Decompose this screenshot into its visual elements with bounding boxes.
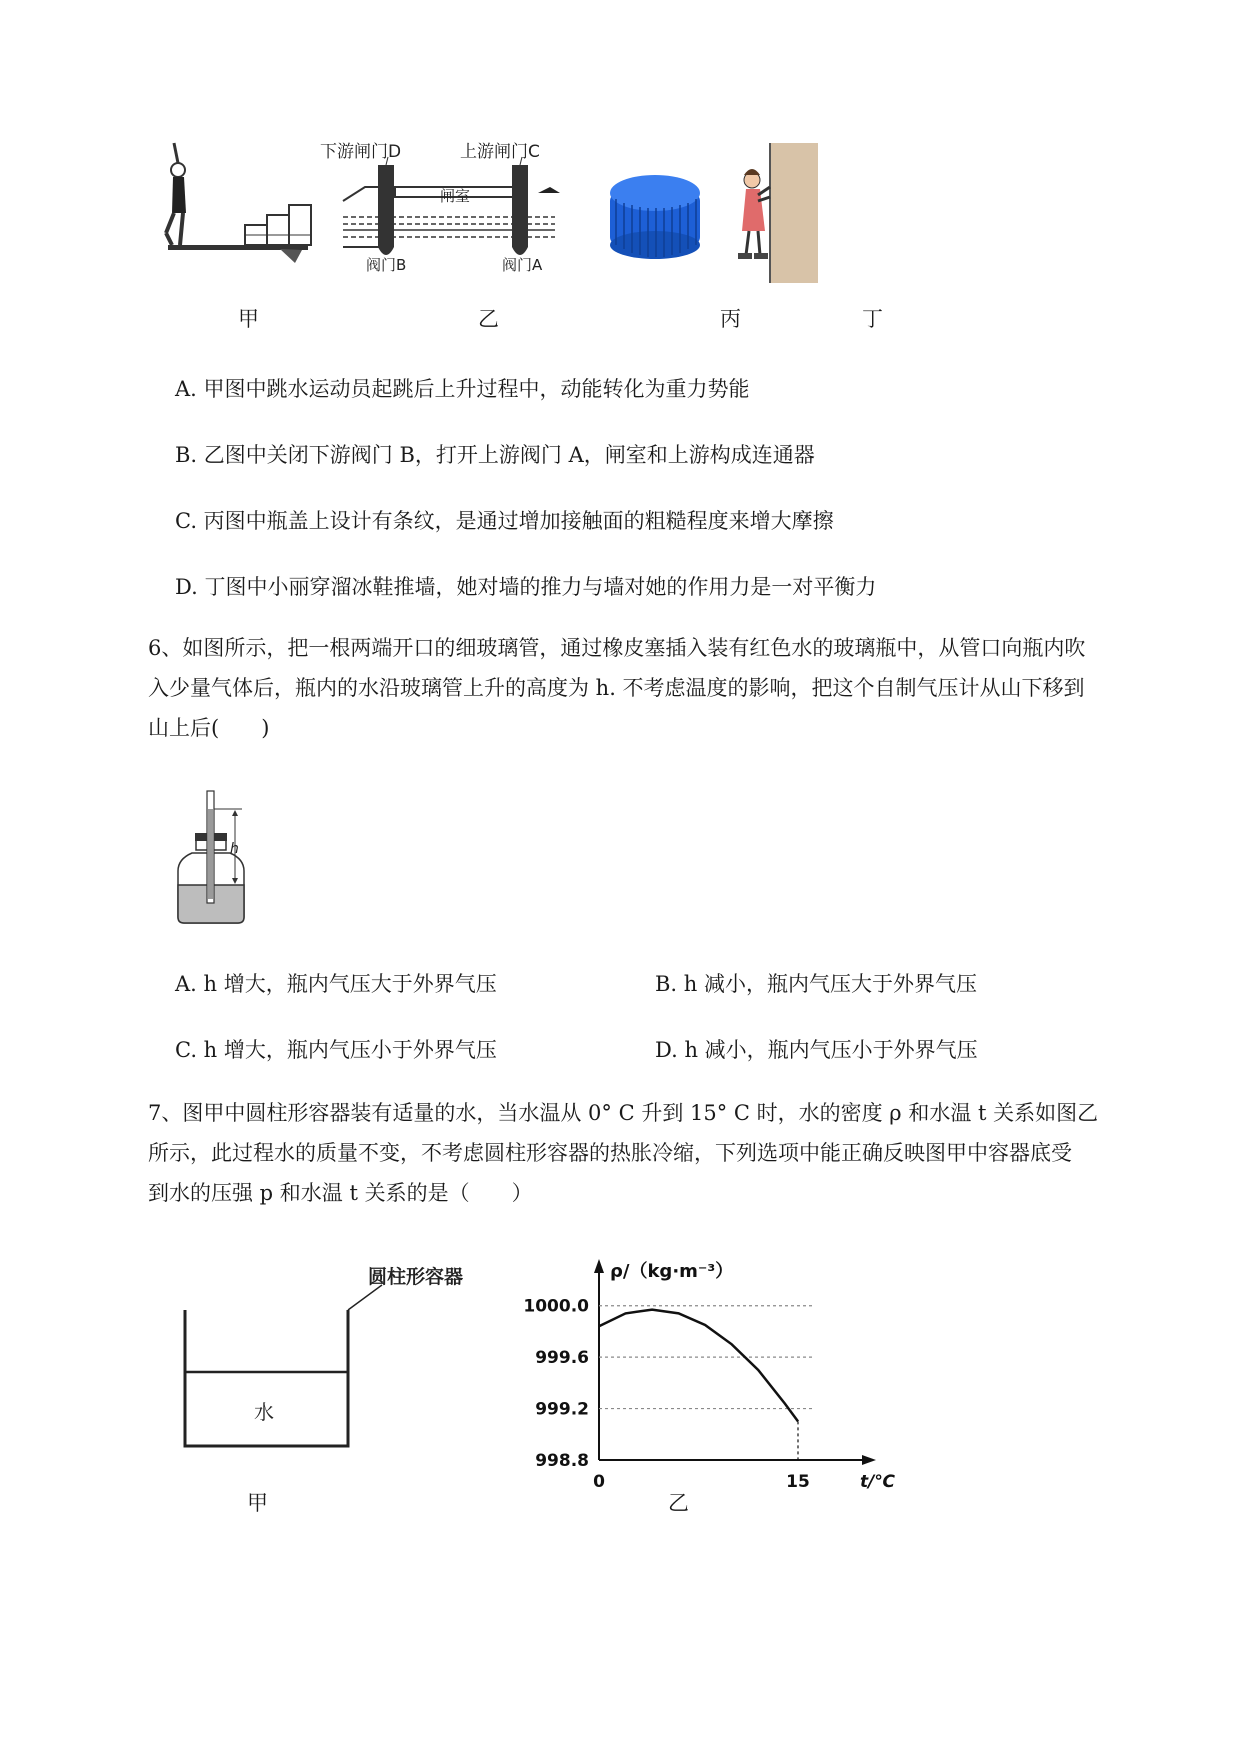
caption-bing-1: 丙 bbox=[720, 307, 741, 331]
chart-y-tick-labels bbox=[523, 1297, 589, 1471]
cylindrical-container-figure bbox=[170, 1265, 500, 1465]
q6-option-b: B. h 减小，瓶内气压大于外界气压 bbox=[655, 972, 977, 996]
caption-ding-1: 丁 bbox=[862, 307, 883, 331]
q6-stem-line-3: 山上后( ) bbox=[148, 716, 270, 740]
q6-stem-line-1: 6、如图所示，把一根两端开口的细玻璃管，通过橡皮塞插入装有红色水的玻璃瓶中，从管口向瓶内吹 bbox=[148, 636, 1086, 660]
chart-x-tick-labels bbox=[593, 1472, 810, 1492]
caption-yi-1: 乙 bbox=[478, 307, 499, 331]
caption-jia-1: 甲 bbox=[238, 307, 259, 331]
lock-label-upstream-gate: 上游闸门C bbox=[460, 142, 540, 162]
q5-option-c: C. 丙图中瓶盖上设计有条纹，是通过增加接触面的粗糙程度来增大摩擦 bbox=[175, 509, 834, 533]
girl-pushing-wall-illustration bbox=[738, 143, 818, 283]
diver-illustration bbox=[166, 143, 311, 263]
density-temperature-chart bbox=[520, 1255, 900, 1515]
y-tick-label: 1000.0 bbox=[523, 1296, 589, 1317]
q5-option-b: B. 乙图中关闭下游阀门 B，打开上游阀门 A，闸室和上游构成连通器 bbox=[175, 443, 815, 467]
x-axis-label: t/℃ bbox=[860, 1472, 895, 1492]
lock-label-downstream-gate: 下游闸门D bbox=[320, 142, 402, 162]
caption-jia-2: 甲 bbox=[247, 1491, 268, 1515]
q5-option-a: A. 甲图中跳水运动员起跳后上升过程中，动能转化为重力势能 bbox=[175, 377, 750, 401]
x-axis-arrow bbox=[862, 1455, 876, 1465]
x-tick-label: 15 bbox=[786, 1472, 810, 1492]
y-tick-label: 998.8 bbox=[535, 1451, 589, 1471]
height-label-h: h bbox=[230, 841, 239, 857]
q6-option-c: C. h 增大，瓶内气压小于外界气压 bbox=[175, 1038, 497, 1062]
q7-stem-line-2: 所示，此过程水的质量不变，不考虑圆柱形容器的热胀冷缩，下列选项中能正确反映图甲中容器底受 bbox=[148, 1141, 1072, 1165]
y-tick-label: 999.6 bbox=[535, 1348, 589, 1369]
q6-option-d: D. h 减小，瓶内气压小于外界气压 bbox=[655, 1038, 978, 1062]
chart-gridlines bbox=[599, 1306, 812, 1409]
lock-label-valve-b: 阀门B bbox=[366, 256, 407, 274]
ship-lock-diagram bbox=[320, 142, 560, 274]
y-axis-label: ρ/（kg·m⁻³） bbox=[610, 1261, 734, 1282]
q6-option-a: A. h 增大，瓶内气压大于外界气压 bbox=[175, 972, 497, 996]
y-tick-label: 999.2 bbox=[535, 1399, 589, 1420]
caption-yi-2: 乙 bbox=[668, 1491, 689, 1515]
water-label: 水 bbox=[254, 1400, 274, 1424]
figure-row-1 bbox=[150, 135, 930, 335]
bottle-cap-illustration bbox=[610, 175, 700, 259]
chart-series bbox=[599, 1310, 798, 1460]
lock-label-valve-a: 阀门A bbox=[502, 256, 543, 274]
series-line bbox=[599, 1310, 798, 1422]
y-axis-arrow bbox=[594, 1259, 604, 1273]
barometer-bottle-figure bbox=[168, 785, 268, 925]
lock-label-chamber: 闸室 bbox=[440, 187, 471, 205]
x-tick-label: 0 bbox=[593, 1472, 605, 1492]
q5-option-d: D. 丁图中小丽穿溜冰鞋推墙，她对墙的推力与墙对她的作用力是一对平衡力 bbox=[175, 575, 877, 599]
q7-stem-line-1: 7、图甲中圆柱形容器装有适量的水，当水温从 0° C 升到 15° C 时，水的密度 ρ 和水温 t 关系如图乙 bbox=[148, 1101, 1099, 1125]
q7-stem-line-3: 到水的压强 p 和水温 t 关系的是（ ） bbox=[148, 1181, 533, 1205]
q6-stem-line-2: 入少量气体后，瓶内的水沿玻璃管上升的高度为 h. 不考虑温度的影响，把这个自制气压计从山下移到 bbox=[148, 676, 1085, 700]
container-label: 圆柱形容器 bbox=[368, 1266, 464, 1288]
